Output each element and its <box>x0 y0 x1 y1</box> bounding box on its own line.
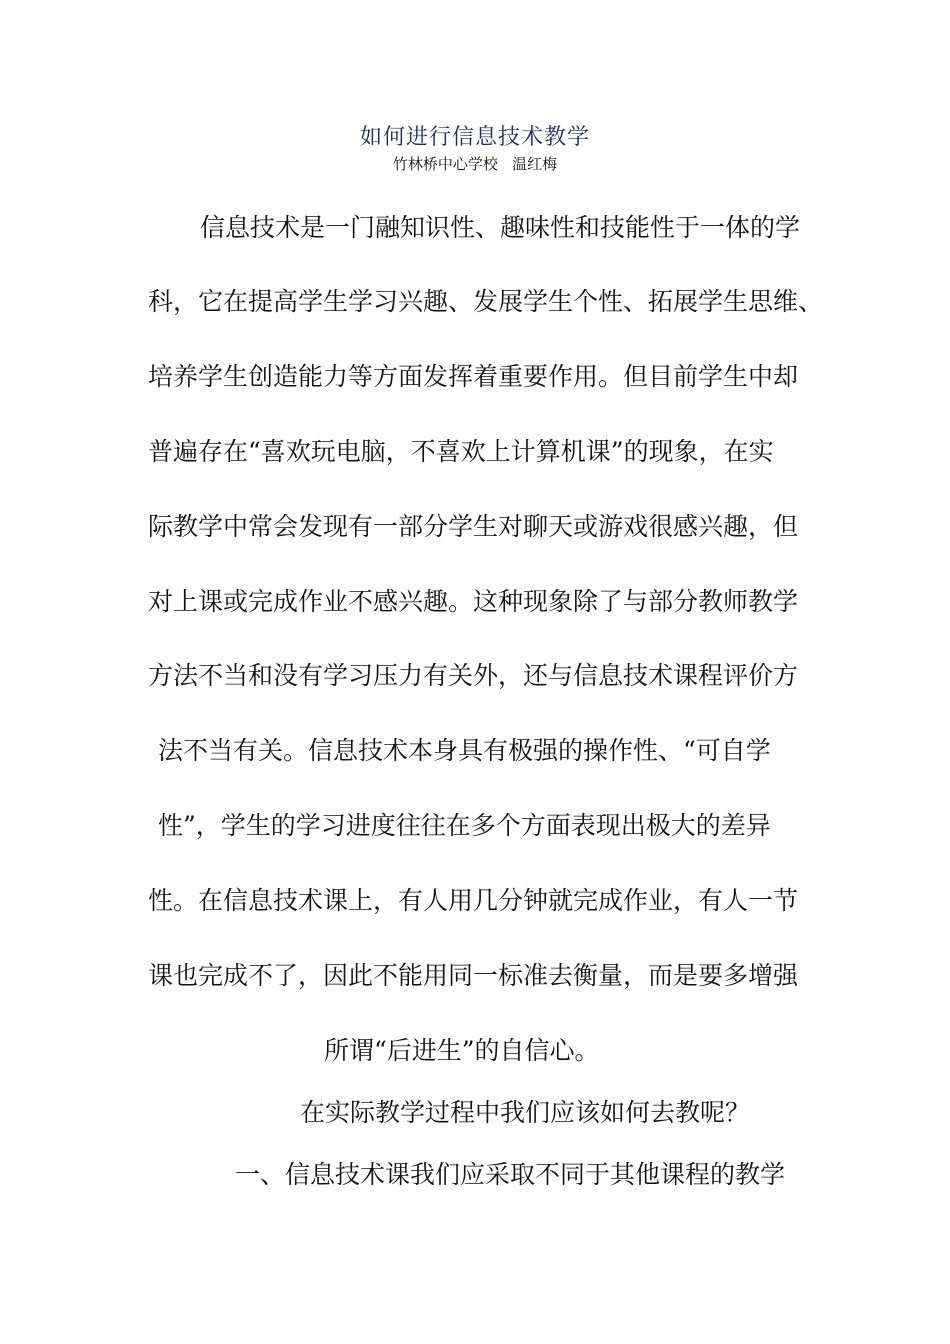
body-line: 所谓“后进生”的自信心。 <box>324 1036 600 1065</box>
body-line: 课也完成不了，因此不能用同一标准去衡量，而是要多增强 <box>148 961 799 990</box>
body-line: 普遍存在“喜欢玩电脑，不喜欢上计算机课”的现象，在实 <box>148 437 774 466</box>
body-line: 科，它在提高学生学习兴趣、发展学生个性、拓展学生思维、 <box>148 287 824 316</box>
body-line: 法不当有关。信息技术本身具有极强的操作性、“可自学 <box>158 736 771 765</box>
section-heading: 一、信息技术课我们应采取不同于其他课程的教学 <box>235 1160 786 1189</box>
body-line: 性。在信息技术课上，有人用几分钟就完成作业，有人一节 <box>148 886 799 915</box>
body-line: 方法不当和没有学习压力有关外，还与信息技术课程评价方 <box>148 661 799 690</box>
body-line: 在实际教学过程中我们应该如何去教呢？ <box>300 1098 751 1127</box>
body-line: 际教学中常会发现有一部分学生对聊天或游戏很感兴趣，但 <box>148 512 799 541</box>
body-line: 信息技术是一门融知识性、趣味性和技能性于一体的学 <box>200 213 801 242</box>
body-line: 对上课或完成作业不感兴趣。这种现象除了与部分教师教学 <box>148 587 799 616</box>
author-line: 竹林桥中心学校 温红梅 <box>392 155 558 173</box>
document-title: 如何进行信息技术教学 <box>359 125 590 150</box>
body-line: 性”，学生的学习进度往往在多个方面表现出极大的差异 <box>158 811 771 840</box>
body-line: 培养学生创造能力等方面发挥着重要作用。但目前学生中却 <box>148 362 799 391</box>
